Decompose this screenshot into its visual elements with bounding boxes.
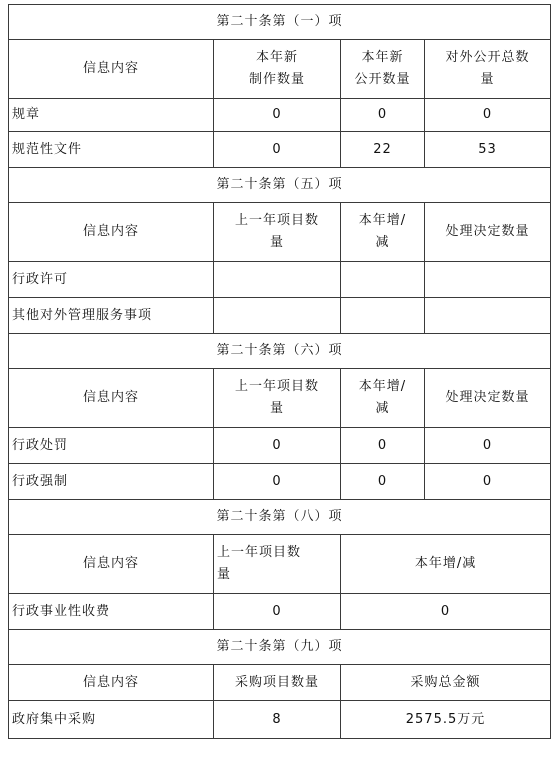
column-header: 处理决定数量	[425, 203, 551, 262]
row-label: 行政许可	[9, 262, 214, 298]
row-label: 政府集中采购	[9, 701, 214, 739]
row-label: 其他对外管理服务事项	[9, 298, 214, 334]
table-cell: 0	[341, 428, 425, 464]
section-title: 第二十条第（九）项	[9, 630, 551, 665]
table-cell: 0	[425, 464, 551, 500]
table-cell: 22	[341, 132, 425, 168]
table-cell: 0	[214, 594, 341, 630]
section-title: 第二十条第（五）项	[9, 168, 551, 203]
table-row	[9, 132, 551, 168]
column-header: 本年增/ 减	[341, 369, 425, 428]
column-header: 本年增/减	[341, 535, 551, 594]
table-cell	[341, 298, 425, 334]
table-row	[9, 298, 551, 334]
column-header: 信息内容	[9, 369, 214, 428]
column-header: 信息内容	[9, 40, 214, 99]
row-label: 规范性文件	[9, 132, 214, 168]
column-header: 本年新 制作数量	[214, 40, 341, 99]
column-header: 信息内容	[9, 203, 214, 262]
table-cell: 0	[425, 99, 551, 132]
table-cell	[425, 262, 551, 298]
table-cell: 0	[214, 132, 341, 168]
table-row	[9, 701, 551, 739]
disclosure-table	[8, 4, 551, 739]
row-label: 规章	[9, 99, 214, 132]
table-cell	[425, 298, 551, 334]
column-header: 本年新 公开数量	[341, 40, 425, 99]
section-title: 第二十条第（八）项	[9, 500, 551, 535]
column-header: 对外公开总数 量	[425, 40, 551, 99]
row-label: 行政强制	[9, 464, 214, 500]
table-cell	[214, 298, 341, 334]
table-cell: 0	[214, 99, 341, 132]
table-cell: 0	[214, 464, 341, 500]
column-header: 信息内容	[9, 535, 214, 594]
table-cell: 0	[341, 464, 425, 500]
table-row	[9, 594, 551, 630]
row-label: 行政处罚	[9, 428, 214, 464]
column-header: 上一年项目数 量	[214, 203, 341, 262]
table-cell: 0	[341, 99, 425, 132]
table-cell	[341, 262, 425, 298]
section-title: 第二十条第（六）项	[9, 334, 551, 369]
table-row	[9, 262, 551, 298]
table-row	[9, 464, 551, 500]
row-label: 行政事业性收费	[9, 594, 214, 630]
column-header: 采购总金额	[341, 665, 551, 701]
column-header: 上一年项目数 量	[214, 369, 341, 428]
table-cell: 2575.5万元	[341, 701, 551, 739]
table-cell: 0	[214, 428, 341, 464]
table-cell: 0	[341, 594, 551, 630]
column-header: 上一年项目数 量	[214, 535, 341, 594]
column-header: 信息内容	[9, 665, 214, 701]
table-row	[9, 99, 551, 132]
table-row	[9, 428, 551, 464]
table-cell: 0	[425, 428, 551, 464]
column-header: 本年增/ 减	[341, 203, 425, 262]
column-header: 采购项目数量	[214, 665, 341, 701]
table-cell: 53	[425, 132, 551, 168]
table-cell: 8	[214, 701, 341, 739]
section-title: 第二十条第（一）项	[9, 5, 551, 40]
table-cell	[214, 262, 341, 298]
column-header: 处理决定数量	[425, 369, 551, 428]
